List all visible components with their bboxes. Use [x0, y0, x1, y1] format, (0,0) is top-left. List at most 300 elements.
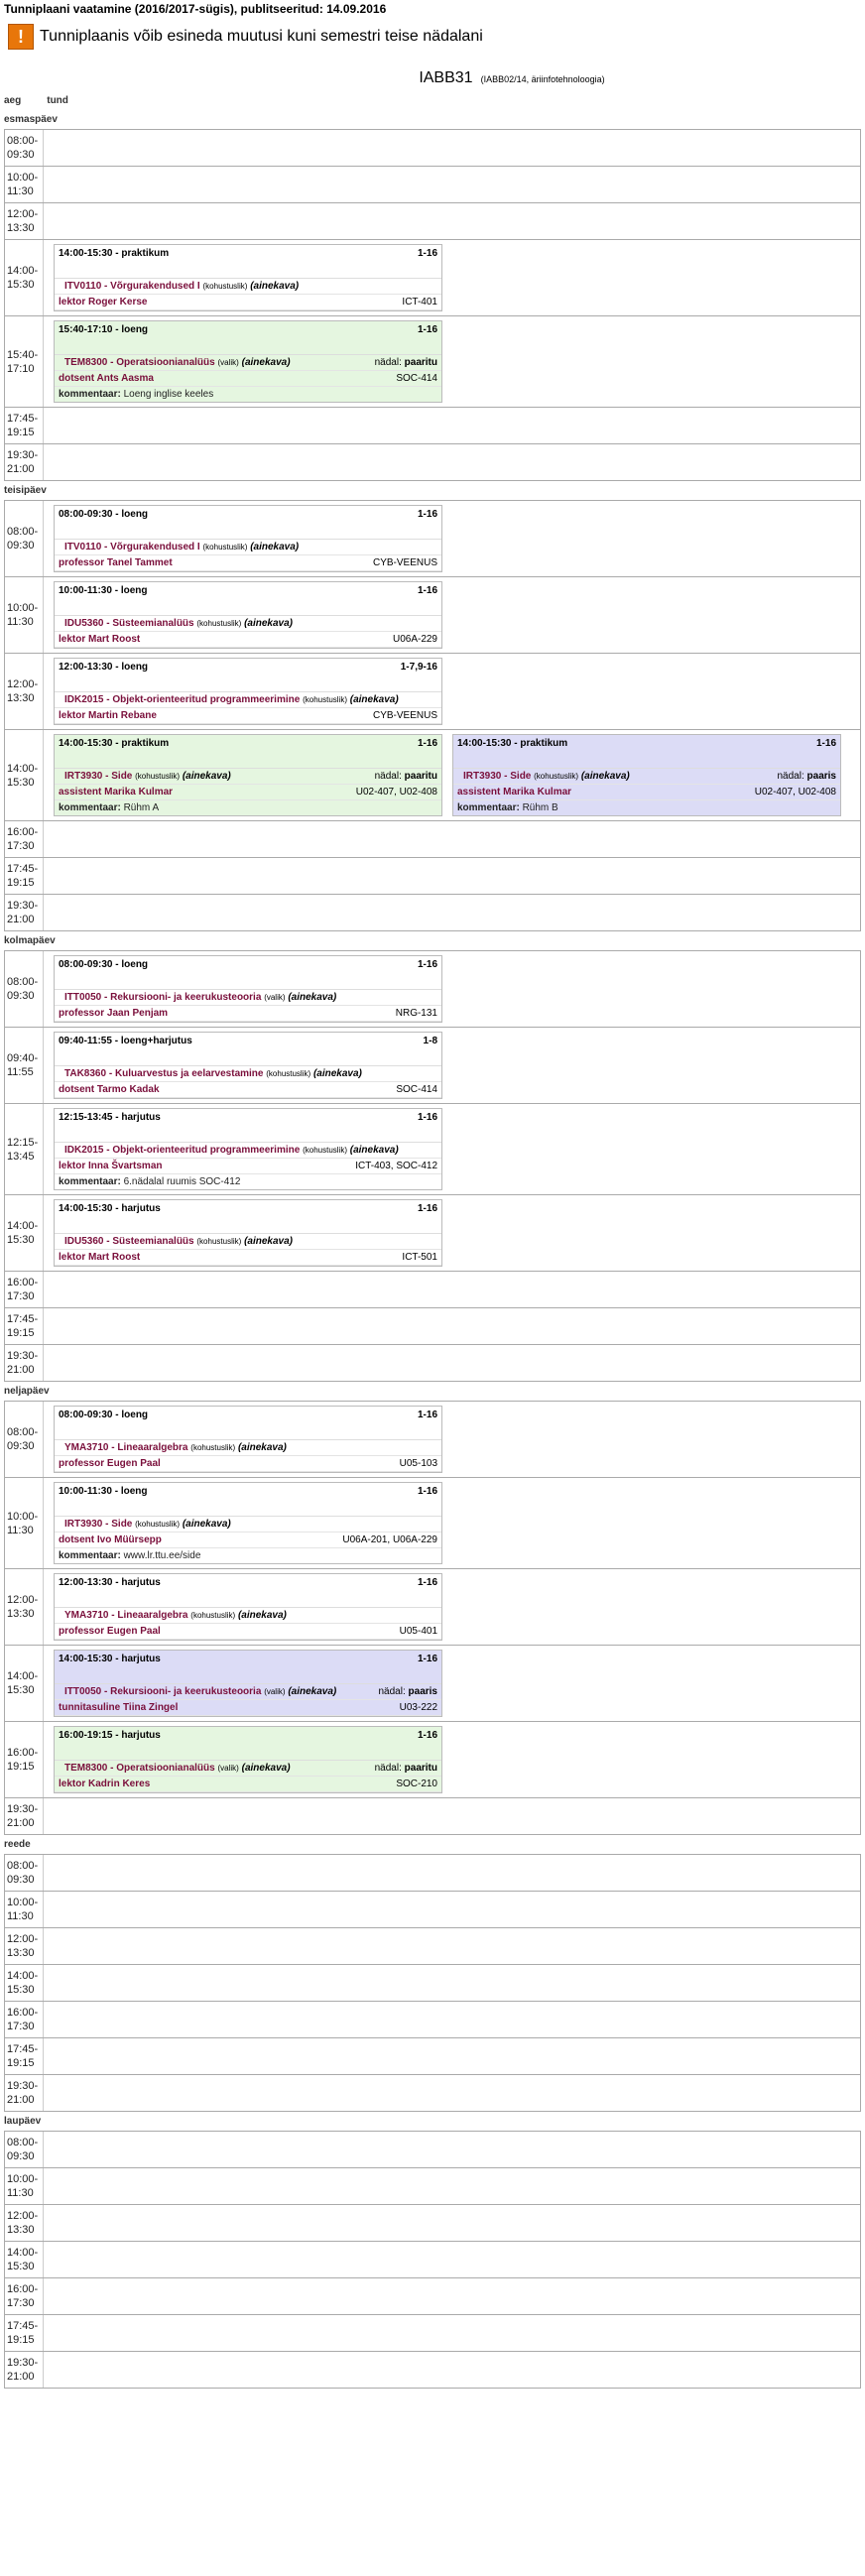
time-slot	[4, 1345, 861, 1382]
time-slot	[4, 316, 861, 408]
course-name[interactable]: IDK2015 - Objekt-orienteeritud programmeerimine (kohustuslik) (ainekava)	[64, 1145, 399, 1156]
week-parity: nädal: paaritu	[374, 771, 437, 782]
lecturer-row	[55, 1700, 441, 1716]
lecturer-name[interactable]: lektor Mart Roost	[59, 1252, 141, 1263]
course-name[interactable]: IRT3930 - Side (kohustuslik) (ainekava)	[64, 1519, 231, 1530]
lesson-weeks: 1-16	[417, 1577, 437, 1588]
slot-cells	[43, 951, 860, 1027]
lecturer-row	[55, 785, 441, 800]
slot-time: 17:45- 19:15	[7, 2043, 39, 2069]
lecturer-name[interactable]: dotsent Ants Aasma	[59, 373, 154, 384]
syllabus-link[interactable]: (ainekava)	[349, 1145, 399, 1156]
lecturer-name[interactable]: dotsent Tarmo Kadak	[59, 1084, 160, 1095]
slot-cells	[43, 1345, 860, 1381]
time-slot	[4, 444, 861, 481]
lesson-time-type: 14:00-15:30 - praktikum	[59, 738, 170, 749]
lesson-time-type: 10:00-11:30 - loeng	[59, 585, 148, 596]
slot-cells	[43, 2075, 860, 2111]
comment-row: kommentaar: www.lr.ttu.ee/side	[59, 1550, 201, 1561]
lecturer-row	[55, 708, 441, 724]
lesson-card[interactable]	[54, 658, 442, 725]
course-row	[55, 1143, 441, 1159]
slot-cells	[43, 408, 860, 443]
day-name: laupäev	[4, 2116, 42, 2127]
course-type: (kohustuslik)	[190, 1611, 236, 1620]
lesson-time-type: 14:00-15:30 - praktikum	[59, 248, 170, 259]
group-desc: (IABB02/14, äriinfotehnoloogia)	[480, 74, 605, 84]
slot-cells	[43, 730, 860, 820]
time-slot	[4, 1854, 861, 1892]
week-parity-value: paaritu	[404, 357, 437, 368]
lecturer-name[interactable]: assistent Marika Kulmar	[59, 787, 174, 797]
slot-cells	[43, 1569, 860, 1645]
slot-time: 14:00- 15:30	[7, 2247, 39, 2272]
slot-cells	[43, 1928, 860, 1964]
room: U05-401	[399, 1626, 437, 1637]
slot-time: 16:00- 17:30	[7, 2283, 39, 2309]
syllabus-link[interactable]: (ainekava)	[241, 1763, 291, 1774]
slot-cells	[43, 130, 860, 166]
week-parity: nädal: paaritu	[374, 357, 437, 368]
time-slot	[4, 730, 861, 821]
day-name: kolmapäev	[4, 935, 56, 946]
course-type: (kohustuslik)	[202, 543, 248, 552]
course-row	[55, 279, 441, 295]
comment-text: www.lr.ttu.ee/side	[123, 1550, 201, 1561]
group-code: IABB31	[419, 69, 473, 86]
course-row	[55, 1066, 441, 1082]
slot-time: 14:00- 15:30	[7, 1970, 39, 1996]
course-name[interactable]: IDU5360 - Süsteemianalüüs (kohustuslik) (ainekava)	[64, 1236, 293, 1247]
lesson-weeks: 1-7,9-16	[400, 662, 437, 673]
time-slot	[4, 129, 861, 167]
warning-icon: !	[8, 24, 34, 50]
course-name[interactable]: ITT0050 - Rekursiooni- ja keerukusteooria (valik) (ainekava)	[64, 992, 337, 1003]
syllabus-link[interactable]: (ainekava)	[237, 1442, 287, 1453]
slot-time: 17:45- 19:15	[7, 863, 39, 889]
slot-time: 08:00- 09:30	[7, 526, 39, 552]
room: ICT-501	[402, 1252, 437, 1263]
slot-cells	[43, 2278, 860, 2314]
lesson-header	[55, 1109, 441, 1143]
slot-cells	[43, 1892, 860, 1927]
slot-time: 14:00- 15:30	[7, 1220, 39, 1246]
slot-cells	[43, 2315, 860, 2351]
lesson-card[interactable]	[54, 1573, 442, 1641]
slot-cells	[43, 1965, 860, 2001]
lesson-weeks: 1-16	[417, 509, 437, 520]
time-slot	[4, 950, 861, 1028]
time-slot	[4, 1722, 861, 1798]
time-slot	[4, 408, 861, 444]
slot-time: 12:15- 13:45	[7, 1136, 39, 1163]
lesson-card[interactable]	[54, 1199, 442, 1267]
slot-time: 19:30- 21:00	[7, 2080, 39, 2106]
slot-time: 19:30- 21:00	[7, 449, 39, 475]
lesson-header	[55, 1727, 441, 1761]
course-type: (valik)	[264, 993, 286, 1002]
room: SOC-210	[396, 1779, 437, 1789]
lecturer-row	[55, 1082, 441, 1098]
week-parity-value: paaritu	[404, 771, 437, 782]
slot-cells	[43, 240, 860, 315]
lesson-card[interactable]	[54, 244, 442, 311]
slot-cells	[43, 444, 860, 480]
lecturer-name[interactable]: professor Jaan Penjam	[59, 1008, 169, 1019]
lesson-card[interactable]	[54, 1108, 442, 1190]
lesson-weeks: 1-16	[417, 1203, 437, 1214]
lesson-time-type: 12:00-13:30 - harjutus	[59, 1577, 161, 1588]
lesson-card[interactable]	[54, 734, 442, 816]
time-slot	[4, 2038, 861, 2075]
page-header: Tunniplaani vaatamine (2016/2017-sügis), publitseeritud: 14.09.2016	[4, 2, 387, 16]
slot-cells	[43, 821, 860, 857]
lecturer-row	[55, 1456, 441, 1472]
time-slot	[4, 2352, 861, 2389]
lesson-header	[55, 659, 441, 692]
syllabus-link[interactable]: (ainekava)	[244, 1236, 293, 1247]
lesson-header	[55, 1574, 441, 1608]
comment-row: kommentaar: Rühm A	[59, 802, 160, 813]
lesson-weeks: 1-16	[417, 585, 437, 596]
syllabus-link[interactable]: (ainekava)	[349, 694, 399, 705]
slot-cells	[43, 1722, 860, 1797]
lesson-header	[55, 735, 441, 769]
time-slot	[4, 1965, 861, 2002]
slot-time: 08:00- 09:30	[7, 1860, 39, 1886]
course-row	[55, 990, 441, 1006]
lesson-time-type: 08:00-09:30 - loeng	[59, 1410, 149, 1420]
course-name[interactable]: YMA3710 - Lineaaralgebra (kohustuslik) (ainekava)	[64, 1610, 287, 1621]
time-slot	[4, 2278, 861, 2315]
time-slot	[4, 821, 861, 858]
time-slot	[4, 654, 861, 730]
lesson-card[interactable]	[54, 1650, 442, 1717]
slot-time: 12:00- 13:30	[7, 208, 39, 234]
syllabus-link[interactable]: (ainekava)	[182, 1519, 231, 1530]
time-slot	[4, 2242, 861, 2278]
slot-time: 12:00- 13:30	[7, 1933, 39, 1959]
lesson-header	[453, 735, 840, 769]
lecturer-name[interactable]: dotsent Ivo Müürsepp	[59, 1534, 162, 1545]
time-slot	[4, 1195, 861, 1272]
lesson-weeks: 1-16	[417, 1486, 437, 1497]
lecturer-name[interactable]: professor Tanel Tammet	[59, 557, 173, 568]
course-type: (valik)	[217, 358, 239, 367]
time-slot	[4, 167, 861, 203]
slot-time: 12:00- 13:30	[7, 1594, 39, 1620]
slot-cells	[43, 1028, 860, 1103]
lecturer-row	[55, 1159, 441, 1174]
week-parity: nädal: paaritu	[374, 1763, 437, 1774]
lecturer-row	[55, 1624, 441, 1640]
slot-cells	[43, 895, 860, 930]
slot-cells	[43, 1402, 860, 1477]
slot-cells	[43, 654, 860, 729]
lecturer-name[interactable]: assistent Marika Kulmar	[457, 787, 572, 797]
course-name[interactable]: TEM8300 - Operatsioonianalüüs (valik) (ainekava)	[64, 357, 291, 368]
course-row	[55, 1761, 441, 1777]
slot-cells	[43, 2352, 860, 2388]
comment-text: 6.nädalal ruumis SOC-412	[123, 1176, 241, 1187]
time-slot	[4, 1798, 861, 1835]
slot-time: 08:00- 09:30	[7, 135, 39, 161]
lesson-weeks: 1-16	[417, 324, 437, 335]
lesson-card[interactable]	[54, 1482, 442, 1564]
course-row	[55, 1608, 441, 1624]
lesson-time-type: 16:00-19:15 - harjutus	[59, 1730, 161, 1741]
lecturer-name[interactable]: lektor Kadrin Keres	[59, 1779, 151, 1789]
course-type: (valik)	[264, 1687, 286, 1696]
slot-cells	[43, 1478, 860, 1568]
lecturer-name[interactable]: lektor Roger Kerse	[59, 297, 148, 307]
time-slot	[4, 577, 861, 654]
room: U06A-229	[392, 634, 437, 645]
time-slot	[4, 858, 861, 895]
course-row	[55, 1517, 441, 1533]
course-type: (kohustuslik)	[196, 1237, 242, 1246]
lesson-card[interactable]	[54, 505, 442, 572]
course-row	[55, 1684, 441, 1700]
slot-cells	[43, 1195, 860, 1271]
syllabus-link[interactable]: (ainekava)	[244, 618, 293, 629]
lesson-card[interactable]	[54, 1406, 442, 1473]
slot-time: 10:00- 11:30	[7, 602, 39, 628]
room: SOC-414	[396, 373, 437, 384]
slot-cells	[43, 2002, 860, 2037]
time-slot	[4, 2168, 861, 2205]
slot-cells	[43, 316, 860, 407]
course-name[interactable]: ITT0050 - Rekursiooni- ja keerukusteooria (valik) (ainekava)	[64, 1686, 337, 1697]
lecturer-row	[55, 1250, 441, 1266]
slot-cells	[43, 2038, 860, 2074]
time-slot	[4, 1272, 861, 1308]
lesson-header	[55, 1200, 441, 1234]
slot-time: 14:00- 15:30	[7, 1670, 39, 1696]
time-slot	[4, 1104, 861, 1195]
lecturer-row	[55, 1006, 441, 1022]
room: U06A-201, U06A-229	[342, 1534, 437, 1545]
slot-time: 17:45- 19:15	[7, 1313, 39, 1339]
lesson-weeks: 1-16	[417, 1654, 437, 1664]
time-slot	[4, 2075, 861, 2112]
course-type: (valik)	[217, 1764, 239, 1773]
syllabus-link[interactable]: (ainekava)	[182, 771, 231, 782]
syllabus-link[interactable]: (ainekava)	[241, 357, 291, 368]
day-name: teisipäev	[4, 485, 47, 496]
slot-time: 08:00- 09:30	[7, 1426, 39, 1452]
lesson-time-type: 08:00-09:30 - loeng	[59, 509, 149, 520]
time-slot	[4, 1478, 861, 1569]
course-row	[55, 1440, 441, 1456]
room: U03-222	[399, 1702, 437, 1713]
lesson-weeks: 1-16	[417, 959, 437, 970]
lesson-header	[55, 582, 441, 616]
group-title	[79, 69, 865, 87]
syllabus-link[interactable]: (ainekava)	[580, 771, 630, 782]
lesson-header	[55, 956, 441, 990]
lesson-card[interactable]	[54, 320, 442, 403]
slot-time: 15:40- 17:10	[7, 348, 39, 375]
column-header	[0, 87, 865, 110]
slot-cells	[43, 2132, 860, 2167]
lesson-weeks: 1-16	[417, 1730, 437, 1741]
course-row	[55, 540, 441, 555]
course-type: (kohustuslik)	[303, 1146, 347, 1155]
time-slot	[4, 240, 861, 316]
slot-time: 16:00- 17:30	[7, 826, 39, 852]
course-name[interactable]: IRT3930 - Side (kohustuslik) (ainekava)	[463, 771, 630, 782]
lesson-weeks: 1-16	[815, 738, 836, 749]
lecturer-name[interactable]: professor Eugen Paal	[59, 1626, 161, 1637]
room: SOC-414	[396, 1084, 437, 1095]
course-type: (kohustuslik)	[534, 772, 579, 781]
lesson-header	[55, 1483, 441, 1517]
syllabus-link[interactable]: (ainekava)	[288, 992, 337, 1003]
course-name[interactable]: TEM8300 - Operatsioonianalüüs (valik) (ainekava)	[64, 1763, 291, 1774]
lecturer-name[interactable]: professor Eugen Paal	[59, 1458, 161, 1469]
room: CYB-VEENUS	[372, 557, 437, 568]
lecturer-row	[55, 1533, 441, 1548]
lesson-time-type: 14:00-15:30 - harjutus	[59, 1203, 161, 1214]
time-slot	[4, 2002, 861, 2038]
course-row	[55, 769, 441, 785]
lecturer-row	[453, 785, 840, 800]
lecturer-name[interactable]: lektor Martin Rebane	[59, 710, 157, 721]
slot-cells	[43, 858, 860, 894]
course-name[interactable]: ITV0110 - Võrgurakendused I (kohustuslik) (ainekava)	[64, 281, 300, 292]
time-slot	[4, 203, 861, 240]
lesson-card[interactable]	[54, 955, 442, 1023]
slot-cells	[43, 167, 860, 202]
slot-time: 17:45- 19:15	[7, 413, 39, 438]
syllabus-link[interactable]: (ainekava)	[312, 1068, 362, 1079]
day-name: reede	[4, 1839, 31, 1850]
lecturer-row	[55, 632, 441, 648]
slot-cells	[43, 1855, 860, 1891]
course-name[interactable]: ITV0110 - Võrgurakendused I (kohustuslik) (ainekava)	[64, 542, 300, 552]
lecturer-name[interactable]: lektor Inna Švartsman	[59, 1161, 163, 1171]
time-slot	[4, 2205, 861, 2242]
lecturer-name[interactable]: tunnitasuline Tiina Zingel	[59, 1702, 179, 1713]
slot-time: 10:00- 11:30	[7, 172, 39, 197]
slot-time: 19:30- 21:00	[7, 1803, 39, 1829]
course-type: (kohustuslik)	[135, 1520, 181, 1529]
lesson-time-type: 09:40-11:55 - loeng+harjutus	[59, 1036, 192, 1046]
lesson-weeks: 1-16	[417, 248, 437, 259]
time-slot	[4, 1028, 861, 1104]
course-type: (kohustuslik)	[266, 1069, 311, 1078]
course-row	[55, 692, 441, 708]
comment-text: Loeng inglise keeles	[123, 389, 214, 400]
syllabus-link[interactable]: (ainekava)	[237, 1610, 287, 1621]
slot-cells	[43, 1798, 860, 1834]
room: NRG-131	[395, 1008, 437, 1019]
slot-time: 19:30- 21:00	[7, 900, 39, 925]
course-name[interactable]: IRT3930 - Side (kohustuslik) (ainekava)	[64, 771, 231, 782]
syllabus-link[interactable]: (ainekava)	[288, 1686, 337, 1697]
slot-time: 09:40- 11:55	[7, 1052, 39, 1078]
slot-time: 10:00- 11:30	[7, 1897, 39, 1922]
time-slot	[4, 2315, 861, 2352]
slot-time: 16:00- 19:15	[7, 1747, 39, 1773]
time-slot	[4, 895, 861, 931]
room: U05-103	[399, 1458, 437, 1469]
lesson-time-type: 12:00-13:30 - loeng	[59, 662, 149, 673]
course-row	[55, 616, 441, 632]
syllabus-link[interactable]: (ainekava)	[250, 281, 300, 292]
slot-cells	[43, 1308, 860, 1344]
course-name[interactable]: YMA3710 - Lineaaralgebra (kohustuslik) (ainekava)	[64, 1442, 287, 1453]
room: ICT-401	[402, 297, 437, 307]
warning-text: Tunniplaanis võib esineda muutusi kuni semestri teise nädalani	[40, 28, 483, 45]
course-row	[55, 355, 441, 371]
day-name: esmaspäev	[4, 114, 58, 125]
comment-row: kommentaar: 6.nädalal ruumis SOC-412	[59, 1176, 241, 1187]
slot-cells	[43, 1104, 860, 1194]
schedule	[0, 110, 865, 2389]
lesson-card[interactable]	[54, 581, 442, 649]
slot-time: 14:00- 15:30	[7, 265, 39, 291]
slot-time: 08:00- 09:30	[7, 2137, 39, 2162]
comment-row: kommentaar: Rühm B	[457, 802, 558, 813]
lesson-header	[55, 506, 441, 540]
col-aeg: aeg	[4, 95, 22, 106]
course-name[interactable]: IDU5360 - Süsteemianalüüs (kohustuslik) (ainekava)	[64, 618, 293, 629]
comment-text: Rühm A	[123, 802, 160, 813]
lesson-card[interactable]	[452, 734, 841, 816]
course-name[interactable]: IDK2015 - Objekt-orienteeritud programmeerimine (kohustuslik) (ainekava)	[64, 694, 399, 705]
syllabus-link[interactable]: (ainekava)	[250, 542, 300, 552]
course-name[interactable]: TAK8360 - Kuluarvestus ja eelarvestamine (kohustuslik) (ainekava)	[64, 1068, 362, 1079]
lesson-header	[55, 245, 441, 279]
course-type: (kohustuslik)	[196, 619, 242, 628]
time-slot	[4, 1646, 861, 1722]
lesson-time-type: 14:00-15:30 - praktikum	[457, 738, 568, 749]
week-parity-value: paaris	[408, 1686, 437, 1697]
slot-time: 10:00- 11:30	[7, 2173, 39, 2199]
week-parity-value: paaris	[806, 771, 836, 782]
slot-cells	[43, 1272, 860, 1307]
course-row	[55, 1234, 441, 1250]
course-row	[453, 769, 840, 785]
comment-row: kommentaar: Loeng inglise keeles	[59, 389, 214, 400]
slot-time: 19:30- 21:00	[7, 1350, 39, 1376]
slot-cells	[43, 2168, 860, 2204]
lesson-card[interactable]	[54, 1032, 442, 1099]
slot-time: 10:00- 11:30	[7, 1510, 39, 1536]
time-slot	[4, 2131, 861, 2168]
slot-time: 16:00- 17:30	[7, 2007, 39, 2032]
slot-cells	[43, 577, 860, 653]
lesson-card[interactable]	[54, 1726, 442, 1793]
slot-time: 12:00- 13:30	[7, 2210, 39, 2236]
lesson-header	[55, 1407, 441, 1440]
slot-cells	[43, 203, 860, 239]
time-slot	[4, 1401, 861, 1478]
week-parity: nädal: paaris	[777, 771, 836, 782]
slot-cells	[43, 501, 860, 576]
room: U02-407, U02-408	[754, 787, 836, 797]
time-slot	[4, 1928, 861, 1965]
lesson-time-type: 15:40-17:10 - loeng	[59, 324, 149, 335]
lesson-time-type: 08:00-09:30 - loeng	[59, 959, 149, 970]
lecturer-name[interactable]: lektor Mart Roost	[59, 634, 141, 645]
slot-cells	[43, 2205, 860, 2241]
slot-time: 14:00- 15:30	[7, 762, 39, 789]
lesson-header	[55, 321, 441, 355]
lesson-time-type: 12:15-13:45 - harjutus	[59, 1112, 161, 1123]
